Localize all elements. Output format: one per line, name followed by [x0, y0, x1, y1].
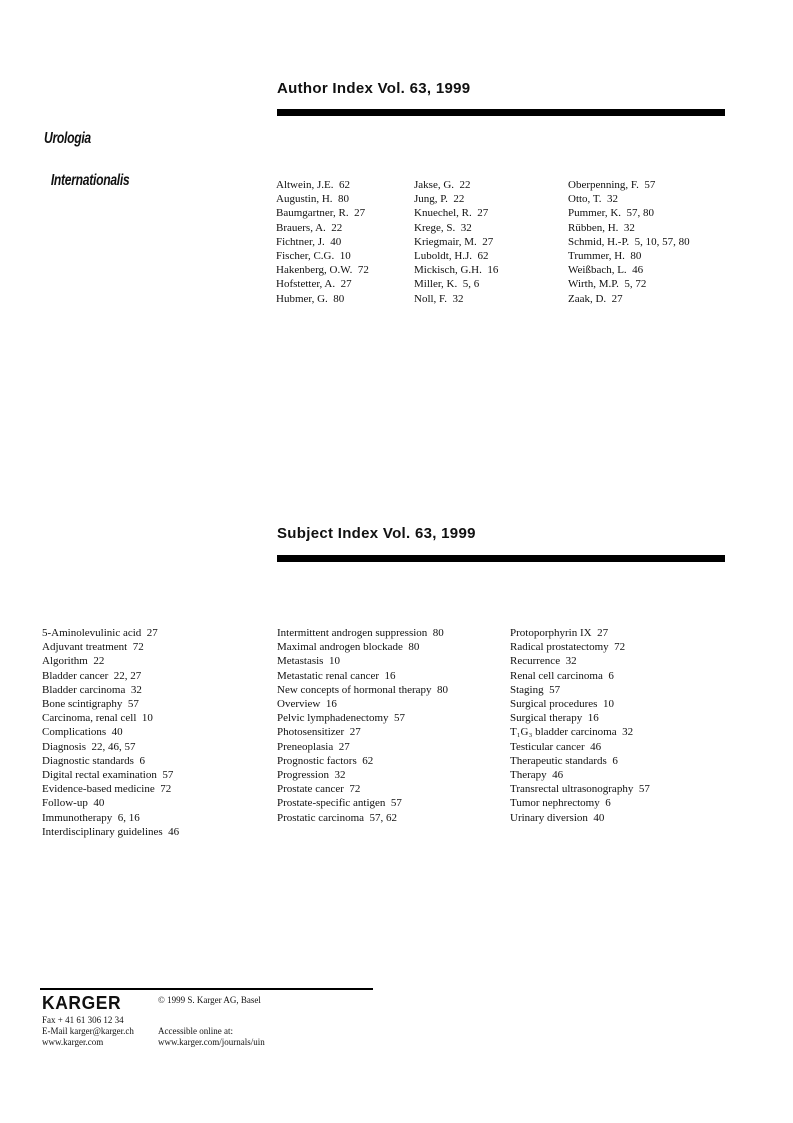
- subject-index-column-3: [510, 626, 740, 825]
- index-entry: Surgical procedures 10: [510, 698, 614, 711]
- index-entry: Zaak, D. 27: [568, 292, 623, 305]
- index-entry: Bone scintigraphy 57: [42, 698, 139, 711]
- index-entry: Adjuvant treatment 72: [42, 641, 144, 654]
- online-access-url: www.karger.com/journals/uin: [158, 1037, 265, 1047]
- index-entry: Preneoplasia 27: [277, 740, 350, 753]
- author-index-column-2: [414, 178, 564, 306]
- journal-name-line1: Urologia: [44, 130, 91, 147]
- journal-logo: [44, 104, 129, 216]
- index-entry: Oberpenning, F. 57: [568, 179, 656, 191]
- index-entry: Surgical therapy 16: [510, 712, 599, 725]
- index-entry: Hofstetter, A. 27: [276, 278, 352, 291]
- index-entry: Therapy 46: [510, 769, 564, 782]
- website-text: www.karger.com: [42, 1037, 104, 1047]
- fax-text: Fax + 41 61 306 12 34: [42, 1015, 124, 1025]
- subject-index-column-1: [42, 626, 272, 839]
- index-entry: Staging 57: [510, 683, 561, 696]
- index-entry: Photosensitizer 27: [277, 726, 361, 739]
- footer-rule: [40, 988, 373, 990]
- index-entry: Kriegmair, M. 27: [414, 235, 494, 248]
- index-entry: Prostatic carcinoma 57, 62: [277, 811, 398, 824]
- index-entry: New concepts of hormonal therapy 80: [277, 683, 449, 696]
- index-entry: Augustin, H. 80: [276, 193, 350, 206]
- index-entry: Urinary diversion 40: [510, 811, 605, 824]
- index-entry: Testicular cancer 46: [510, 740, 602, 753]
- index-entry: 5-Aminolevulinic acid 27: [42, 627, 158, 639]
- index-entry: Noll, F. 32: [414, 292, 464, 305]
- index-entry: Brauers, A. 22: [276, 221, 343, 234]
- online-access-label: Accessible online at:: [158, 1026, 233, 1036]
- index-entry: Prostate cancer 72: [277, 783, 361, 796]
- index-entry: Mickisch, G.H. 16: [414, 264, 499, 277]
- index-entry: Recurrence 32: [510, 655, 577, 668]
- index-entry: Radical prostatectomy 72: [510, 641, 626, 654]
- index-entry: Metastatic renal cancer 16: [277, 669, 396, 682]
- index-entry: Transrectal ultrasonography 57: [510, 783, 650, 796]
- index-entry: Wirth, M.P. 5, 72: [568, 278, 647, 291]
- index-entry: Otto, T. 32: [568, 193, 619, 206]
- index-entry: Complications 40: [42, 726, 123, 739]
- index-entry: Luboldt, H.J. 62: [414, 250, 489, 263]
- index-entry: Diagnosis 22, 46, 57: [42, 740, 136, 753]
- author-index-rule: [277, 109, 725, 116]
- subject-index-rule: [277, 555, 725, 562]
- index-entry: Altwein, J.E. 62: [276, 179, 350, 191]
- author-index-column-1: [276, 178, 411, 306]
- index-entry: Metastasis 10: [277, 655, 340, 668]
- index-entry: Pelvic lymphadenectomy 57: [277, 712, 405, 725]
- index-entry: Miller, K. 5, 6: [414, 278, 480, 291]
- index-entry: Bladder cancer 22, 27: [42, 669, 142, 682]
- index-entry: Maximal androgen blockade 80: [277, 641, 420, 654]
- index-entry: Pummer, K. 57, 80: [568, 207, 655, 220]
- index-entry: Rübben, H. 32: [568, 221, 635, 234]
- copyright-text: © 1999 S. Karger AG, Basel: [158, 995, 261, 1005]
- index-entry: Baumgartner, R. 27: [276, 207, 366, 220]
- index-entry: Renal cell carcinoma 6: [510, 669, 614, 682]
- index-entry: Algorithm 22: [42, 655, 105, 668]
- index-entry: Follow-up 40: [42, 797, 105, 810]
- index-entry: Protoporphyrin IX 27: [510, 627, 609, 639]
- index-entry: Hubmer, G. 80: [276, 292, 345, 305]
- email-text: E-Mail karger@karger.ch: [42, 1026, 134, 1036]
- index-entry: Knuechel, R. 27: [414, 207, 489, 220]
- index-entry: Interdisciplinary guidelines 46: [42, 825, 180, 838]
- index-entry: Trummer, H. 80: [568, 250, 642, 263]
- index-entry: Hakenberg, O.W. 72: [276, 264, 369, 277]
- index-entry: Diagnostic standards 6: [42, 754, 145, 767]
- index-entry: Evidence-based medicine 72: [42, 783, 172, 796]
- index-entry: Schmid, H.-P. 5, 10, 57, 80: [568, 235, 690, 248]
- subject-index-title: Subject Index Vol. 63, 1999: [277, 525, 476, 542]
- index-entry: Progression 32: [277, 769, 346, 782]
- index-entry: Therapeutic standards 6: [510, 754, 618, 767]
- index-entry: Immunotherapy 6, 16: [42, 811, 140, 824]
- index-entry: Weißbach, L. 46: [568, 264, 644, 277]
- karger-logo: KARGER: [42, 993, 122, 1013]
- author-index-column-3: [568, 178, 738, 306]
- index-entry: Prostate-specific antigen 57: [277, 797, 402, 810]
- author-index-title: Author Index Vol. 63, 1999: [277, 80, 471, 97]
- index-entry: Tumor nephrectomy 6: [510, 797, 611, 810]
- index-entry: Krege, S. 32: [414, 221, 472, 234]
- index-entry: Digital rectal examination 57: [42, 769, 174, 782]
- index-entry: Prognostic factors 62: [277, 754, 374, 767]
- index-entry: Bladder carcinoma 32: [42, 683, 142, 696]
- index-entry: Jakse, G. 22: [414, 179, 471, 191]
- index-entry: Carcinoma, renal cell 10: [42, 712, 153, 725]
- subject-index-column-2: [277, 626, 507, 825]
- index-entry: Fischer, C.G. 10: [276, 250, 351, 263]
- index-entry: Intermittent androgen suppression 80: [277, 627, 444, 639]
- index-entry: Fichtner, J. 40: [276, 235, 342, 248]
- index-entry: Jung, P. 22: [414, 193, 465, 206]
- index-entry: Overview 16: [277, 698, 337, 711]
- journal-name-line2: Internationalis: [50, 172, 130, 189]
- index-entry: T₁G₃ bladder carcinoma 32: [510, 726, 634, 739]
